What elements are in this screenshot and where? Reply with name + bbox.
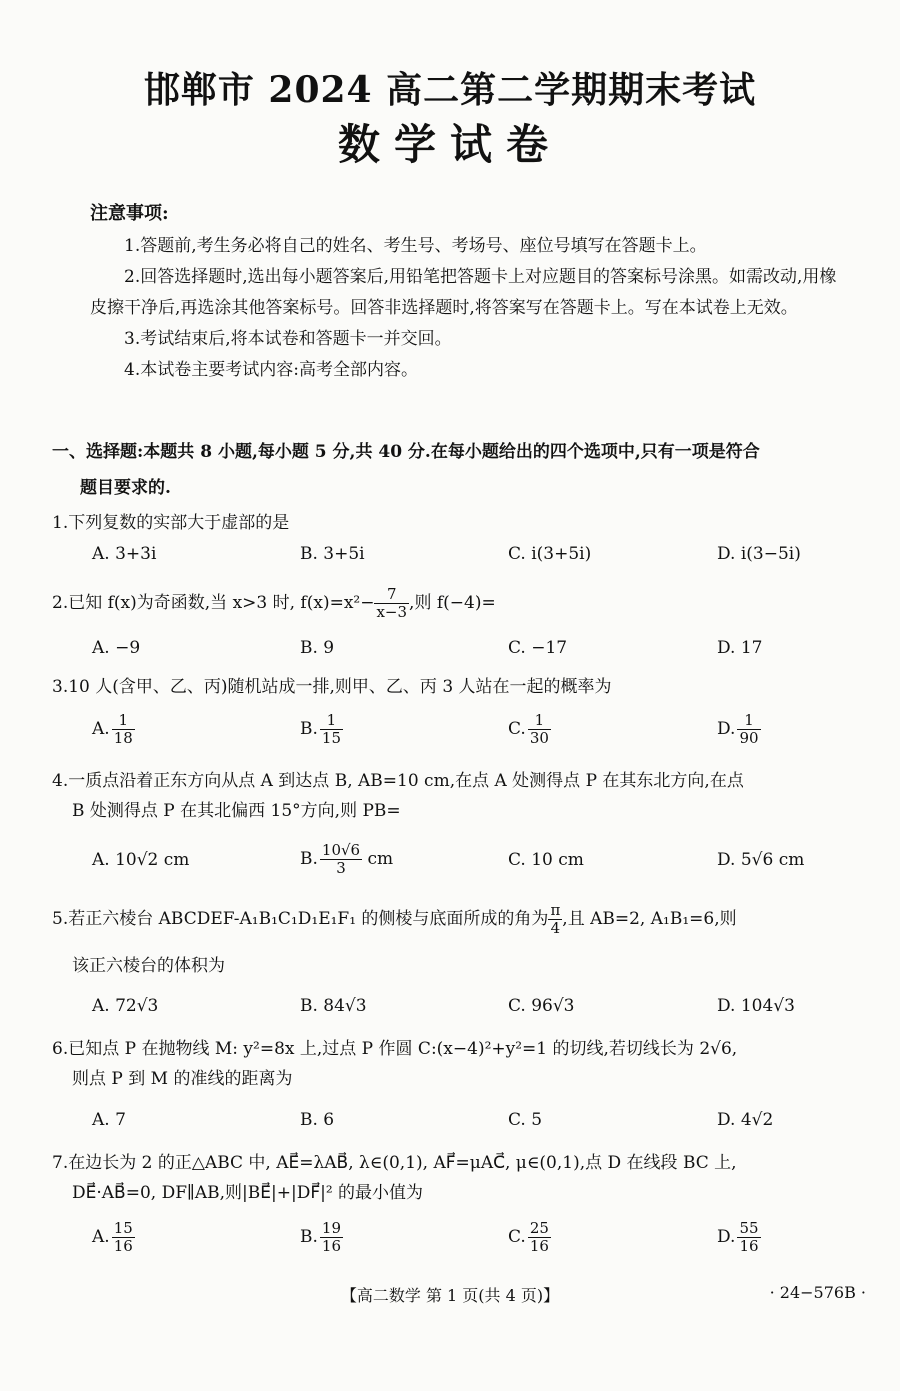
fraction-numerator: 15 (113, 1219, 133, 1237)
option-a: A. 3+3i (92, 544, 157, 564)
fraction-numerator: 19 (321, 1219, 341, 1237)
fraction (528, 1220, 551, 1255)
question-2 (52, 585, 872, 658)
fraction (320, 1220, 343, 1255)
fraction (528, 712, 551, 747)
fraction (374, 586, 409, 621)
question-5 (52, 901, 872, 1016)
option-b: B. 6 (300, 1110, 335, 1130)
option-a: A. −9 (92, 638, 141, 658)
option-row (92, 842, 882, 882)
fraction-numerator: 1 (528, 712, 551, 730)
exam-subtitle: 数学试卷 (337, 120, 562, 169)
question-stem (52, 1148, 872, 1208)
option-d: D. 17 (717, 638, 763, 658)
section-heading-line: 一、选择题:本题共 8 小题,每小题 5 分,共 40 分.在每小题给出的四个选项中,只有一项是符合 (52, 442, 760, 462)
fraction (548, 902, 562, 937)
fraction-numerator: 25 (529, 1219, 549, 1237)
stem-line (52, 902, 872, 937)
section-heading-line: 题目要求的. (80, 478, 171, 498)
question-6 (52, 1034, 872, 1130)
fraction (737, 1220, 760, 1255)
option-a: A. 10√2 cm (92, 850, 190, 870)
option-d: D. 4√2 (717, 1110, 774, 1130)
option-a: A. 72√3 (92, 996, 159, 1016)
option-a (92, 712, 135, 747)
option-label: C. (508, 719, 526, 739)
option-d: D. 104√3 (717, 996, 795, 1016)
question-7 (52, 1148, 872, 1255)
notice-item: 1.答题前,考生务必将自己的姓名、考生号、考场号、座位号填写在答题卡上。 (124, 236, 707, 256)
option-unit: cm (367, 849, 394, 869)
question-stem (52, 586, 872, 621)
question-stem (52, 902, 872, 981)
stem-line: 4.一质点沿着正东方向从点 A 到达点 B, AB=10 cm,在点 A 处测得点 P 在其东北方向,在点 (52, 771, 744, 791)
stem-line: 则点 P 到 M 的准线的距离为 (72, 1069, 293, 1089)
question-3 (52, 672, 872, 747)
question-stem (52, 766, 872, 826)
stem-line: DE⃗·AB⃗=0, DF∥AB,则|BE⃗|+|DF⃗|² 的最小值为 (72, 1183, 424, 1203)
footer-code: · 24−576B · (769, 1283, 866, 1302)
option-row (92, 1110, 882, 1150)
option-label: A. (92, 1227, 110, 1247)
question-stem: 1.下列复数的实部大于虚部的是 (52, 513, 290, 533)
fraction-denominator: 30 (529, 729, 549, 747)
question-1 (52, 508, 872, 564)
question-4 (52, 766, 872, 877)
fraction-denominator: 90 (739, 729, 759, 747)
fraction-numerator: 1 (112, 712, 135, 730)
option-label: B. (300, 1227, 318, 1247)
option-b: B. 9 (300, 638, 335, 658)
fraction-denominator: 3 (336, 859, 346, 877)
option-b: B. 3+5i (300, 544, 365, 564)
notice-block (90, 198, 850, 386)
option-c (508, 712, 551, 747)
stem-text: ,则 f(−4)= (409, 593, 496, 613)
option-c: C. 10 cm (508, 850, 584, 870)
fraction (320, 712, 343, 747)
option-b (300, 712, 343, 747)
stem-line: 6.已知点 P 在抛物线 M: y²=8x 上,过点 P 作圆 C:(x−4)²+y²=1 的切线,若切线长为 2√6, (52, 1039, 738, 1059)
option-row (92, 996, 882, 1036)
option-row (92, 1220, 882, 1260)
section-heading (52, 434, 872, 506)
stem-text: 5.若正六棱台 ABCDEF-A₁B₁C₁D₁E₁F₁ 的侧棱与底面所成的角为 (52, 909, 549, 929)
fraction-numerator: π (550, 901, 561, 919)
fraction (737, 712, 760, 747)
question-stem: 3.10 人(含甲、乙、丙)随机站成一排,则甲、乙、丙 3 人站在一起的概率为 (52, 677, 612, 697)
option-c: C. i(3+5i) (508, 544, 592, 564)
fraction-numerator: 1 (737, 712, 760, 730)
fraction-numerator: 10√6 (321, 841, 361, 859)
option-c: C. 5 (508, 1110, 543, 1130)
option-row (92, 544, 882, 584)
option-d: D. 5√6 cm (717, 850, 805, 870)
option-row (92, 712, 882, 752)
option-b (300, 842, 393, 877)
fraction-denominator: 16 (321, 1237, 341, 1255)
notice-heading: 注意事项: (90, 203, 169, 224)
option-b (300, 1220, 343, 1255)
stem-line: B 处测得点 P 在其北偏西 15°方向,则 PB= (72, 801, 401, 821)
fraction-numerator: 7 (374, 586, 409, 604)
stem-line: 该正六棱台的体积为 (72, 956, 225, 976)
fraction-denominator: 16 (529, 1237, 549, 1255)
option-c: C. 96√3 (508, 996, 575, 1016)
option-d (717, 1220, 761, 1255)
fraction-denominator: 15 (321, 729, 341, 747)
option-label: D. (717, 1227, 736, 1247)
option-label: B. (300, 849, 318, 869)
fraction-denominator: 16 (739, 1237, 759, 1255)
fraction-numerator: 1 (320, 712, 343, 730)
notice-item: 3.考试结束后,将本试卷和答题卡一并交回。 (124, 329, 452, 349)
fraction-denominator: 16 (113, 1237, 133, 1255)
fraction-denominator: 4 (550, 919, 561, 937)
option-d (717, 712, 761, 747)
option-a: A. 7 (92, 1110, 126, 1130)
notice-item: 4.本试卷主要考试内容:高考全部内容。 (124, 360, 418, 380)
fraction (320, 842, 362, 877)
question-stem (52, 1034, 872, 1094)
option-c: C. −17 (508, 638, 568, 658)
exam-title: 邯郸市 2024 高二第二学期期末考试 (143, 69, 757, 111)
fraction-denominator: 18 (113, 729, 133, 747)
fraction (112, 1220, 135, 1255)
option-label: C. (508, 1227, 526, 1247)
fraction-numerator: 55 (739, 1219, 759, 1237)
option-c (508, 1220, 551, 1255)
footer-page-info: 【高二数学 第 1 页(共 4 页)】 (340, 1286, 560, 1305)
option-d: D. i(3−5i) (717, 544, 801, 564)
stem-text: ,且 AB=2, A₁B₁=6,则 (562, 909, 737, 929)
option-label: A. (92, 719, 110, 739)
option-a (92, 1220, 135, 1255)
option-label: D. (717, 719, 736, 739)
option-label: B. (300, 719, 318, 739)
fraction-denominator: x−3 (376, 603, 408, 621)
notice-item: 2.回答选择题时,选出每小题答案后,用铅笔把答题卡上对应题目的答案标号涂黑。如需改动,用橡皮擦干净后,再选涂其他答案标号。回答非选择题时,将答案写在答题卡上。写在本试卷上无效。 (90, 267, 837, 318)
fraction (112, 712, 135, 747)
stem-text: 2.已知 f(x)为奇函数,当 x>3 时, f(x)=x²− (52, 593, 375, 613)
stem-line: 7.在边长为 2 的正△ABC 中, AE⃗=λAB⃗, λ∈(0,1), AF⃗=μAC⃗, μ∈(0,1),点 D 在线段 BC 上, (52, 1153, 737, 1173)
option-b: B. 84√3 (300, 996, 367, 1016)
